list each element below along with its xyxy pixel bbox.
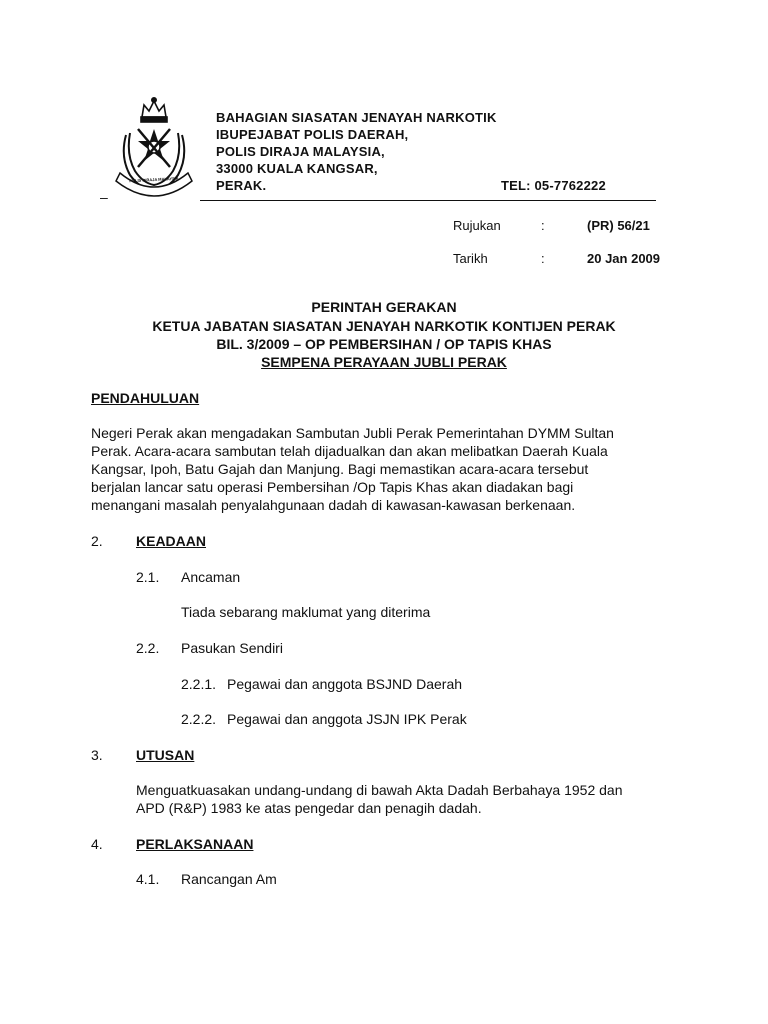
letterhead-tel: TEL: 05-7762222 (501, 178, 606, 193)
title-line-2: KETUA JABATAN SIASATAN JENAYAH NARKOTIK KONTIJEN PERAK (152, 318, 616, 334)
crest-scroll-text: POLIS DIRAJA MALAYSIA (129, 175, 179, 184)
perlaksanaan-4-1-title: Rancangan Am (181, 871, 277, 887)
keadaan-2-2-1-number: 2.2.1. (181, 676, 217, 692)
tarikh-value: 20 Jan 2009 (587, 251, 661, 266)
rujukan-colon: : (541, 218, 545, 233)
perlaksanaan-heading: PERLAKSANAAN (136, 836, 254, 852)
letterhead-line-3: POLIS DIRAJA MALAYSIA, (216, 144, 385, 159)
utusan-line-1: Menguatkuasakan undang-undang di bawah Akta Dadah Berbahaya 1952 dan (136, 782, 623, 798)
pendahuluan-line-2: Perak. Acara-acara sambutan telah dijadualkan dan akan melibatkan Daerah Kuala (91, 443, 608, 459)
letterhead-line-1: BAHAGIAN SIASATAN JENAYAH NARKOTIK (216, 110, 497, 125)
keadaan-2-2-2-number: 2.2.2. (181, 711, 217, 727)
title-line-4 (0, 353, 768, 371)
letterhead-dash: – (100, 189, 108, 205)
pendahuluan-line-4: berjalan lancar satu operasi Pembersihan /Op Tapis Khas akan diadakan bagi (91, 479, 574, 495)
keadaan-2-1-text: Tiada sebarang maklumat yang diterima (181, 604, 431, 620)
title-line-3: BIL. 3/2009 – OP PEMBERSIHAN / OP TAPIS KHAS (216, 336, 552, 352)
keadaan-2-1-title: Ancaman (181, 569, 241, 585)
perlaksanaan-4-1-number: 4.1. (136, 871, 160, 887)
keadaan-2-2-number: 2.2. (136, 640, 160, 656)
letterhead-line-2: IBUPEJABAT POLIS DAERAH, (216, 127, 409, 142)
keadaan-2-2-title: Pasukan Sendiri (181, 640, 283, 656)
keadaan-2-1-number: 2.1. (136, 569, 160, 585)
pendahuluan-heading: PENDAHULUAN (91, 390, 200, 406)
letterhead-line-4: 33000 KUALA KANGSAR, (216, 161, 378, 176)
letterhead-line-5: PERAK. (216, 178, 267, 193)
tarikh-label: Tarikh (453, 251, 488, 266)
pendahuluan-line-5: menangani masalah penyalahgunaan dadah di kawasan-kawasan berkenaan. (91, 497, 576, 513)
title-line-1: PERINTAH GERAKAN (311, 299, 457, 315)
keadaan-2-2-2-text: Pegawai dan anggota JSJN IPK Perak (227, 711, 467, 727)
utusan-paragraph (136, 781, 696, 817)
pendahuluan-line-3: Kangsar, Ipoh, Batu Gajah dan Manjung. Bagi memastikan acara-acara tersebut (91, 461, 589, 477)
letterhead-divider (200, 200, 656, 201)
police-crest-logo (108, 95, 200, 199)
keadaan-number: 2. (91, 533, 103, 549)
perlaksanaan-number: 4. (91, 836, 103, 852)
rujukan-label: Rujukan (453, 218, 501, 233)
utusan-number: 3. (91, 747, 103, 763)
title-line-4-text: SEMPENA PERAYAAN JUBLI PERAK (261, 354, 507, 370)
tarikh-colon: : (541, 251, 545, 266)
rujukan-value: (PR) 56/21 (587, 218, 650, 233)
pendahuluan-line-1: Negeri Perak akan mengadakan Sambutan Jubli Perak Pemerintahan DYMM Sultan (91, 425, 614, 441)
utusan-line-2: APD (R&P) 1983 ke atas pengedar dan penagih dadah. (136, 800, 482, 816)
pendahuluan-paragraph (91, 424, 671, 514)
keadaan-heading: KEADAAN (136, 533, 206, 549)
keadaan-2-2-1-text: Pegawai dan anggota BSJND Daerah (227, 676, 463, 692)
utusan-heading: UTUSAN (136, 747, 195, 763)
